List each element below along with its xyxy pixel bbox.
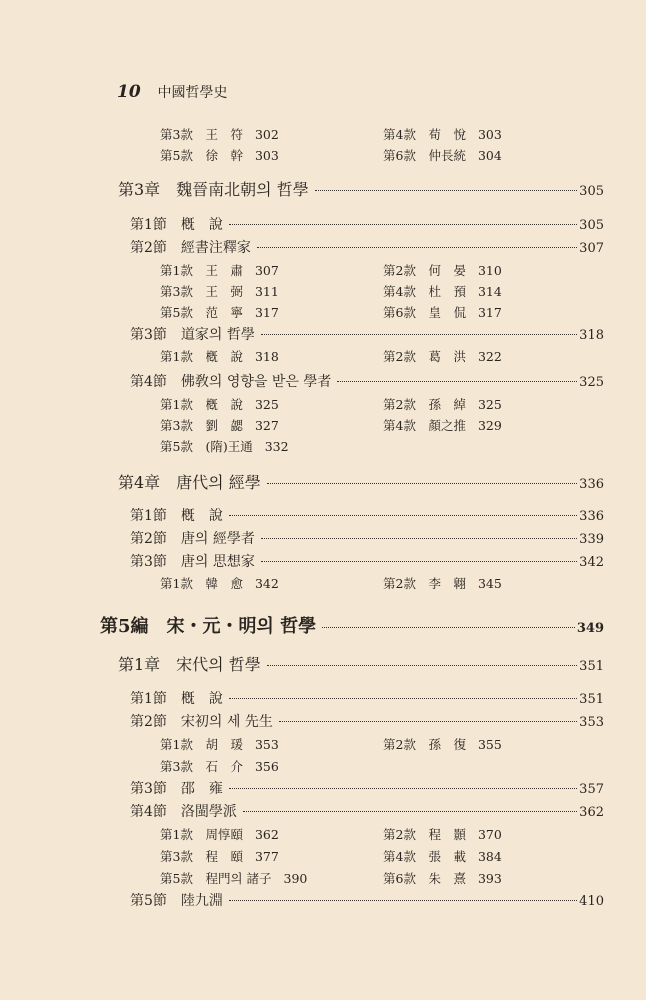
toc-article: 第2款 程 顥 370 [383,827,502,842]
toc-article: 第1款 周惇頤 362 [160,827,279,842]
toc-section: 第3節 道家의 哲學 318 [130,327,604,343]
toc-article: 第3款 王 符 302 [160,127,279,142]
toc-article: 第6款 仲長統 304 [383,148,502,163]
toc-article: 第5款 徐 幹 303 [160,148,279,163]
toc-chapter: 第4章 唐代의 經學 336 [118,473,604,492]
toc-section: 第2節 宋初의 세 先生 353 [130,714,604,730]
toc-article: 第4款 荀 悅 303 [383,127,502,142]
toc-section: 第4節 洛閩學派 362 [130,804,604,820]
page-header [117,82,227,102]
book-title: 中國哲學史 [157,85,228,101]
toc-section: 第4節 佛敎의 영향을 받은 學者 325 [130,374,604,390]
toc-part: 第5編 宋・元・明의 哲學 349 [100,616,604,637]
toc-article: 第4款 杜 預 314 [383,284,502,299]
toc-section: 第2節 經書注釋家 307 [130,240,604,256]
toc-section: 第3節 邵 雍 357 [130,781,604,797]
toc-article: 第2款 葛 洪 322 [383,349,502,364]
toc-article: 第2款 李 翺 345 [383,576,502,591]
toc-article: 第1款 槪 說 325 [160,397,279,412]
toc-article: 第6款 朱 熹 393 [383,871,502,886]
toc-article: 第5款 程門의 諸子 390 [160,871,308,886]
toc-article: 第2款 孫 復 355 [383,737,502,752]
toc-section: 第1節 槪 說 305 [130,217,604,233]
toc-section: 第1節 槪 說 336 [130,508,604,524]
toc-article: 第1款 王 肅 307 [160,263,279,278]
page-number: 10 [117,82,141,102]
toc-article: 第4款 張 載 384 [383,849,502,864]
toc-section: 第1節 槪 說 351 [130,691,604,707]
toc-article: 第3款 程 頤 377 [160,849,279,864]
toc-article: 第3款 石 介 356 [160,759,279,774]
toc-article: 第5款 范 寧 317 [160,305,279,320]
toc-section: 第5節 陸九淵 410 [130,893,604,909]
toc-section: 第3節 唐의 思想家 342 [130,554,604,570]
toc-article: 第1款 胡 瑗 353 [160,737,279,752]
toc-article: 第4款 顏之推 329 [383,418,502,433]
toc-article: 第1款 韓 愈 342 [160,576,279,591]
toc-article: 第5款 (隋)王通 332 [160,439,289,454]
toc-article: 第1款 槪 說 318 [160,349,279,364]
toc-article: 第2款 何 晏 310 [383,263,502,278]
toc-article: 第3款 劉 勰 327 [160,418,279,433]
toc-article: 第6款 皇 侃 317 [383,305,502,320]
toc-section: 第2節 唐의 經學者 339 [130,531,604,547]
toc-article: 第2款 孫 綽 325 [383,397,502,412]
toc-article: 第3款 王 弼 311 [160,284,279,299]
toc-chapter: 第3章 魏晉南北朝의 哲學 305 [118,180,604,199]
toc-chapter: 第1章 宋代의 哲學 351 [118,655,604,674]
